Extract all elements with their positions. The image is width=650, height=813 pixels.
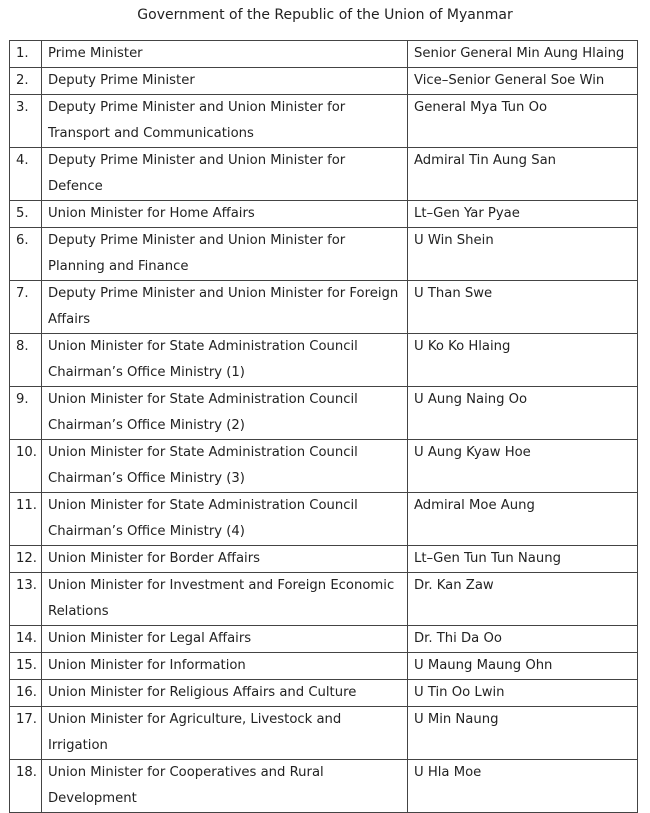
table-row: [10, 707, 638, 760]
name-cell: General Mya Tun Oo: [408, 95, 638, 148]
name-cell: Lt–Gen Tun Tun Naung: [408, 546, 638, 573]
row-number: 10.: [10, 440, 42, 493]
name-cell: U Tin Oo Lwin: [408, 680, 638, 707]
name-cell: Vice–Senior General Soe Win: [408, 68, 638, 95]
office-cell: Deputy Prime Minister: [42, 68, 408, 95]
row-number: 8.: [10, 334, 42, 387]
name-cell: U Aung Naing Oo: [408, 387, 638, 440]
table-row: [10, 546, 638, 573]
office-cell: Union Minister for Religious Affairs and Culture: [42, 680, 408, 707]
table-row: [10, 387, 638, 440]
office-cell: Union Minister for State Administration Council Chairman’s Office Ministry (2): [42, 387, 408, 440]
table-row: [10, 201, 638, 228]
table-row: [10, 68, 638, 95]
name-cell: Admiral Tin Aung San: [408, 148, 638, 201]
row-number: 14.: [10, 626, 42, 653]
office-cell: Deputy Prime Minister and Union Minister for Foreign Affairs: [42, 281, 408, 334]
row-number: 6.: [10, 228, 42, 281]
table-row: [10, 228, 638, 281]
table-row: [10, 573, 638, 626]
table-row: [10, 760, 638, 813]
table-row: [10, 281, 638, 334]
row-number: 12.: [10, 546, 42, 573]
name-cell: Dr. Thi Da Oo: [408, 626, 638, 653]
table-row: [10, 41, 638, 68]
office-cell: Deputy Prime Minister and Union Minister for Planning and Finance: [42, 228, 408, 281]
row-number: 2.: [10, 68, 42, 95]
row-number: 9.: [10, 387, 42, 440]
table-row: [10, 626, 638, 653]
name-cell: U Maung Maung Ohn: [408, 653, 638, 680]
minister-table: [9, 40, 638, 813]
row-number: 5.: [10, 201, 42, 228]
office-cell: Union Minister for State Administration Council Chairman’s Office Ministry (4): [42, 493, 408, 546]
row-number: 15.: [10, 653, 42, 680]
table-row: [10, 95, 638, 148]
row-number: 17.: [10, 707, 42, 760]
office-cell: Union Minister for Investment and Foreign Economic Relations: [42, 573, 408, 626]
table-row: [10, 334, 638, 387]
row-number: 7.: [10, 281, 42, 334]
name-cell: U Aung Kyaw Hoe: [408, 440, 638, 493]
office-cell: Union Minister for Cooperatives and Rural Development: [42, 760, 408, 813]
office-cell: Prime Minister: [42, 41, 408, 68]
name-cell: Senior General Min Aung Hlaing: [408, 41, 638, 68]
name-cell: U Than Swe: [408, 281, 638, 334]
table-row: [10, 680, 638, 707]
page-title: Government of the Republic of the Union of Myanmar: [137, 7, 513, 23]
office-cell: Union Minister for Information: [42, 653, 408, 680]
office-cell: Union Minister for Agriculture, Livestock and Irrigation: [42, 707, 408, 760]
office-cell: Union Minister for State Administration Council Chairman’s Office Ministry (1): [42, 334, 408, 387]
row-number: 4.: [10, 148, 42, 201]
name-cell: Admiral Moe Aung: [408, 493, 638, 546]
row-number: 18.: [10, 760, 42, 813]
name-cell: U Hla Moe: [408, 760, 638, 813]
row-number: 13.: [10, 573, 42, 626]
office-cell: Deputy Prime Minister and Union Minister for Defence: [42, 148, 408, 201]
name-cell: U Min Naung: [408, 707, 638, 760]
row-number: 11.: [10, 493, 42, 546]
table-row: [10, 440, 638, 493]
office-cell: Union Minister for State Administration Council Chairman’s Office Ministry (3): [42, 440, 408, 493]
office-cell: Union Minister for Home Affairs: [42, 201, 408, 228]
row-number: 16.: [10, 680, 42, 707]
name-cell: Lt–Gen Yar Pyae: [408, 201, 638, 228]
name-cell: U Ko Ko Hlaing: [408, 334, 638, 387]
office-cell: Deputy Prime Minister and Union Minister for Transport and Communications: [42, 95, 408, 148]
name-cell: U Win Shein: [408, 228, 638, 281]
name-cell: Dr. Kan Zaw: [408, 573, 638, 626]
table-row: [10, 148, 638, 201]
row-number: 3.: [10, 95, 42, 148]
table-row: [10, 493, 638, 546]
table-row: [10, 653, 638, 680]
office-cell: Union Minister for Legal Affairs: [42, 626, 408, 653]
row-number: 1.: [10, 41, 42, 68]
office-cell: Union Minister for Border Affairs: [42, 546, 408, 573]
